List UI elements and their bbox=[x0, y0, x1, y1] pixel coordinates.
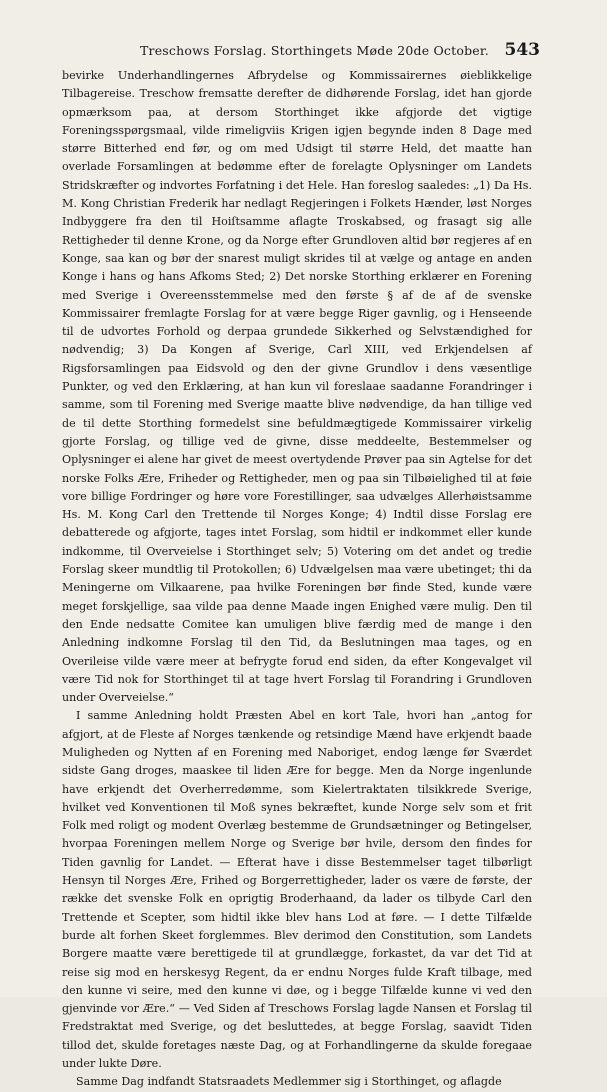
paragraph-treschow-proposal: bevirke Underhandlingernes Afbrydelse og Kommissairernes øieblikkelige Tilbagereise. Treschow fremsatte derefter de didhørende Forslag, idet han gjorde opmærksom paa, at dersom Storthinget ikke afgjorde det vigtige Foreningsspørgsmaal, vilde rimeligviis Krigen igjen begynde inden 8 Dage med større Bitterhed end før, og om med Udsigt til større Held, det maatte han overlade Forsamlingen at bedømme efter de forelagte Oplysninger om Landets Stridskræfter og indvortes Forfatning i det Hele. Han foreslog saaledes: „1) Da Hs. M. Kong Christian Frederik har nedlagt Regjeringen i Folkets Hænder, løst Norges Indbyggere fra den til Hoiſtsamme aflagte Troskabsed, og frasagt sig alle Rettigheder til denne Krone, og da Norge efter Grundloven altid bør regjeres af en Konge, saa kan og bør der snarest muligt skrides til at vælge og antage en anden Konge i hans og hans Afkoms Sted; 2) Det norske Storthing erklærer en Forening med Sverige i Overeensstemmelse med den første § af de af de svenske Kommissairer fremlagte Forslag for at være begge Riger gavnlig, og i Henseende til de udvortes Forhold og derpaa grundede Sikkerhed og Selvstændighed for nødvendig; 3) Da Kongen af Sverige, Carl XIII, ved Erkjendelsen af Rigsforsamlingen paa Eidsvold og den der givne Grundlov i dens væsentlige Punkter, og ved den Erklæring, at han kun vil foreslaae saadanne Forandringer i samme, som til Forening med Sverige maatte blive nødvendige, da han tillige ved de til dette Storthing formedelst sine befuldmægtigede Kommissairer virkelig gjorte Forslag, og tillige ved de givne, disse meddeelte, Bestemmelser og Oplysninger ei alene har givet de meest overtydende Prøver paa sin Agtelse for det norske Folks Ære, Friheder og Rettigheder, men og paa sin Tilbøielighed til at føie vore billige Fordringer og høre vore Forestillinger, saa udvælges Allerhøistsamme Hs. M. Kong Carl den Trettende til Norges Konge; 4) Indtil disse Forslag ere debatterede og afgjorte, tages intet Forslag, som hidtil er indkommet eller kunde indkomme, til Overveielse i Storthinget selv; 5) Votering om det andet og tredie Forslag skeer mundtlig til Protokollen; 6) Udvælgelsen maa være ubetinget; thi da Meningerne om Vilkaarene, paa hvilke Foreningen bør finde Sted, kunde være meget forskjellige, saa vilde paa denne Maade ingen Enighed være mulig. Den til den Ende nedsatte Comitee kan umuligen blive færdig med de mange i den Anledning indkomne Forslag til den Tid, da Beslutningen maa tages, og en Overileise vilde være meer at befrygte forud end siden, da efter Kongevalget vil være Tid nok for Storthinget til at tage hvert Forslag til Forandring i Grundloven under Overveielse.“ bbox=[62, 69, 532, 705]
paragraph-abel-speech: I samme Anledning holdt Præsten Abel en kort Tale, hvori han „antog for afgjort, at de Fleste af Norges tænkende og retsindige Mænd have erkjendt baade Muligheden og Nytten af en Forening med Naboriget, endog længe før Sværdet sidste Gang droges, maaskee til liden Ære for begge. Men da Norge ingenlunde have erkjendt det Overherredømme, som Kielertraktaten tilsikkrede Sverige, hvilket ved Konventionen til Moß synes bekræftet, kunde Norge selv som et frit Folk med roligt og modent Overlæg bestemme de Grundsætninger og Betingelser, hvorpaa Foreningen mellem Norge og Sverige bør hvile, dersom den findes for Tiden gavnlig for Landet. — Efterat have i disse Bestemmelser taget tilbørligt Hensyn til Norges Ære, Frihed og Borgerrettigheder, lader os være de første, der række det svenske Folk en oprigtig Broderhaand, da lader os tilbyde Carl den Trettende et Scepter, som hidtil ikke blev hans Lod at føre. — I dette Tilfælde burde alt forhen Skeet forglemmes. Blev derimod den Constitution, som Landets Borgere maatte være berettigede til at grundlægge, forkastet, da var det Tid at reise sig mod en herskesyg Regent, da er endnu Norges fulde Kraft tilbage, med den kunne vi seire, med den kunne vi døe, og i begge Tilfælde kunne vi ved den gjenvinde vor Ære.“ — Ved Siden af Treschows Forslag lagde Nansen et Forslag til Fredstraktat med Sverige, og det besluttedes, at begge Forslag, saavidt Tiden tillod det, skulde foretages næste Dag, og at Forhandlingerne da skulde foregaae under lukte Døre. bbox=[62, 709, 532, 1071]
page-number: 543 bbox=[504, 40, 540, 60]
body-text bbox=[62, 67, 532, 1092]
paragraph-statsraad: Samme Dag indfandt Statsraadets Medlemmer sig i Storthinget, og aflagde bbox=[76, 1075, 502, 1089]
page-header bbox=[60, 40, 540, 62]
running-title: Treschows Forslag. Storthingets Møde 20de October. bbox=[140, 43, 489, 58]
